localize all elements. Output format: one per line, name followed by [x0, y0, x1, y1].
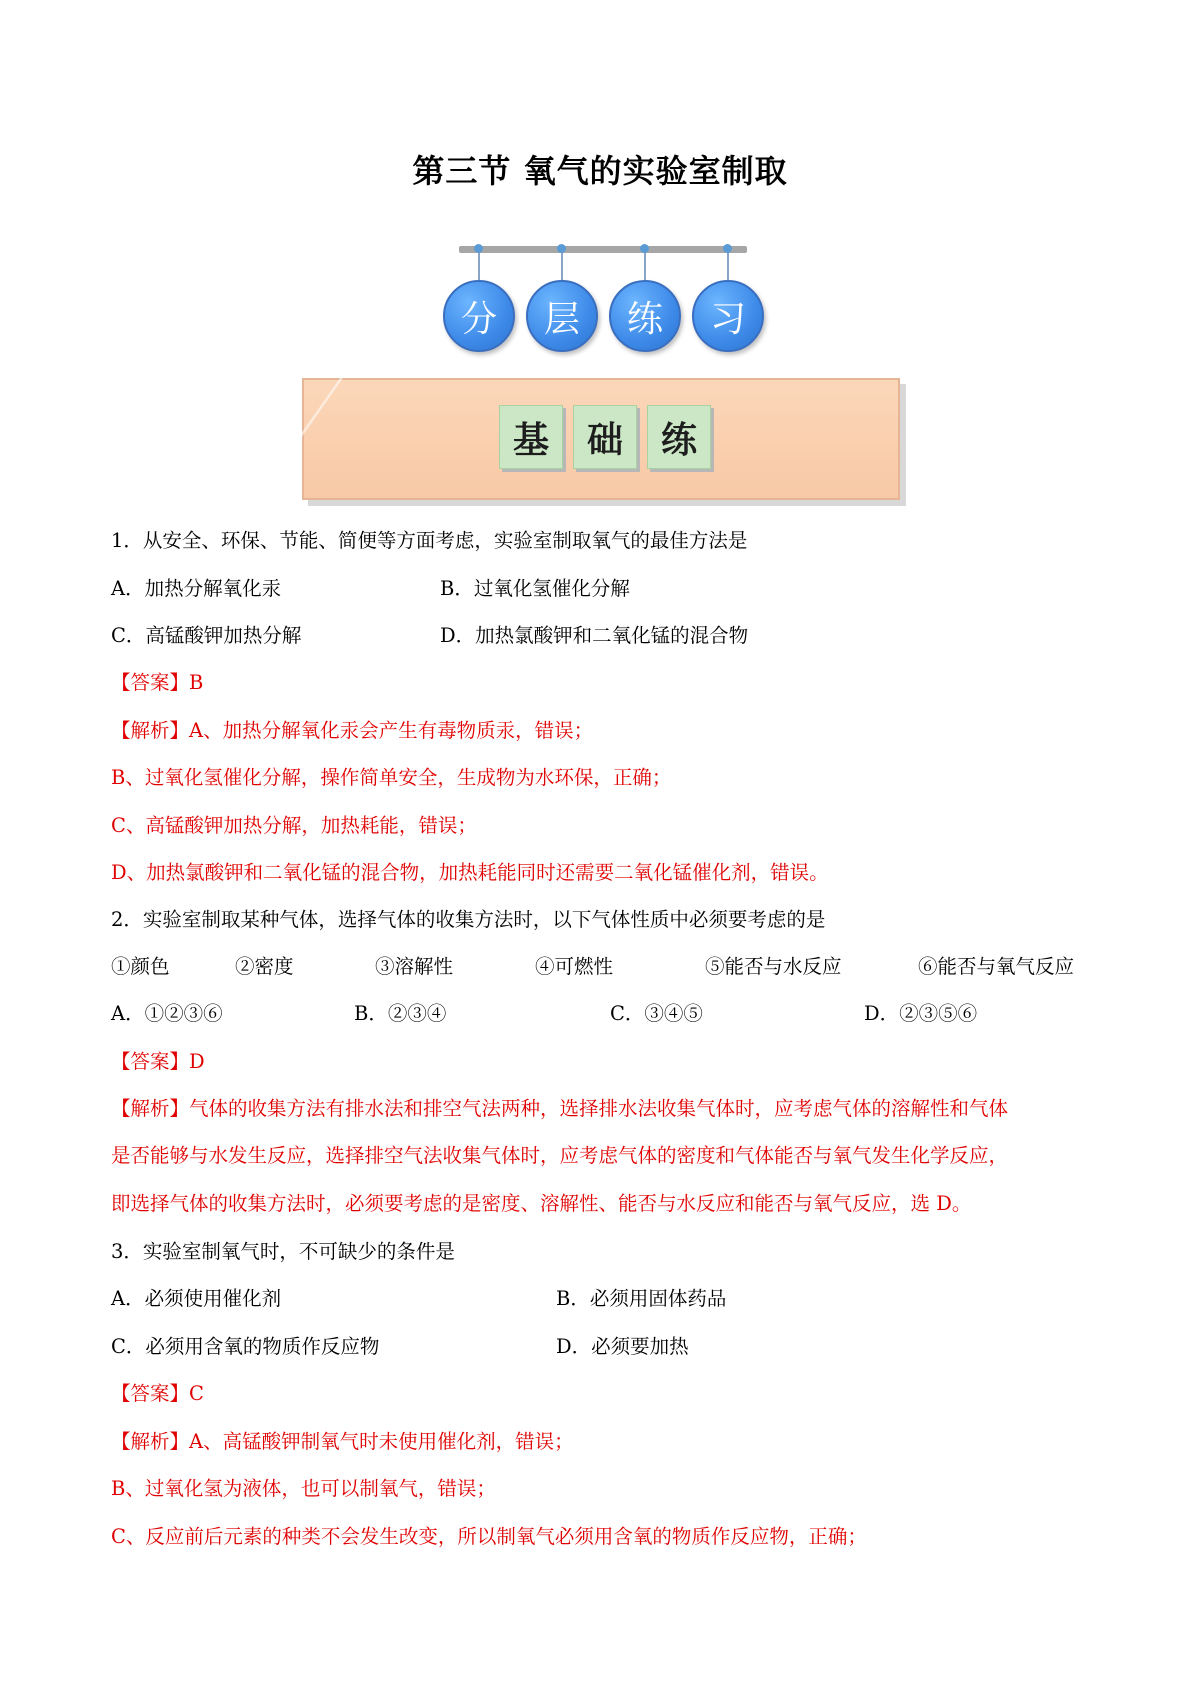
- q2-property: ③溶解性: [375, 955, 454, 978]
- q1-option-c: C．高锰酸钾加热分解: [111, 624, 302, 647]
- q3-option-a: A．必须使用催化剂: [111, 1287, 282, 1310]
- q3-option-b: B．必须用固体药品: [556, 1287, 727, 1310]
- q3-stem: 3．实验室制氧气时，不可缺少的条件是: [111, 1240, 455, 1263]
- q3-option-d: D．必须要加热: [556, 1335, 689, 1358]
- q2-answer: 【答案】D: [111, 1050, 205, 1073]
- q3-analysis-line: B、过氧化氢为液体，也可以制氧气，错误；: [111, 1477, 496, 1500]
- q2-analysis-line: 即选择气体的收集方法时，必须要考虑的是密度、溶解性、能否与水反应和能否与氧气反应，选 D。: [111, 1192, 972, 1215]
- q3-analysis-line: C、反应前后元素的种类不会发生改变，所以制氧气必须用含氧的物质作反应物，正确；: [111, 1525, 867, 1548]
- section-banner: [302, 378, 900, 500]
- q2-stem: 2．实验室制取某种气体，选择气体的收集方法时，以下气体性质中必须要考虑的是: [111, 908, 826, 931]
- badge-bar: [459, 246, 747, 253]
- badge-ball: 练: [609, 280, 681, 352]
- q1-analysis-line: D、加热氯酸钾和二氧化锰的混合物，加热耗能同时还需要二氧化锰催化剂，错误。: [111, 861, 829, 884]
- q1-option-a: A．加热分解氧化汞: [111, 577, 282, 600]
- q2-option-c: C．③④⑤: [610, 1002, 703, 1025]
- q1-analysis-line: B、过氧化氢催化分解，操作简单安全，生成物为水环保，正确；: [111, 766, 672, 789]
- q3-option-c: C．必须用含氧的物质作反应物: [111, 1335, 380, 1358]
- q2-analysis-line: 【解析】气体的收集方法有排水法和排空气法两种，选择排水法收集气体时，应考虑气体的溶解性和气体: [111, 1097, 1009, 1120]
- q1-analysis-line: 【解析】A、加热分解氧化汞会产生有毒物质汞，错误；: [111, 719, 594, 742]
- q2-property: ⑤能否与水反应: [705, 955, 842, 978]
- q2-property: ④可燃性: [535, 955, 614, 978]
- section-tile: 练: [647, 405, 711, 469]
- badge-ball: 习: [692, 280, 764, 352]
- page-title: 第三节 氧气的实验室制取: [412, 152, 788, 190]
- q1-option-b: B．过氧化氢催化分解: [440, 577, 630, 600]
- badge-ball: 层: [526, 280, 598, 352]
- q2-analysis-line: 是否能够与水发生反应，选择排空气法收集气体时，应考虑气体的密度和气体能否与氧气发生化学反应，: [111, 1144, 1009, 1167]
- q2-option-b: B．②③④: [354, 1002, 447, 1025]
- q2-property: ⑥能否与氧气反应: [918, 955, 1075, 978]
- q1-analysis-line: C、高锰酸钾加热分解，加热耗能，错误；: [111, 814, 477, 837]
- q1-answer: 【答案】B: [111, 671, 204, 694]
- badge-ball: 分: [443, 280, 515, 352]
- q1-option-d: D．加热氯酸钾和二氧化锰的混合物: [440, 624, 749, 647]
- section-tile: 础: [573, 405, 637, 469]
- q2-option-d: D．②③⑤⑥: [864, 1002, 978, 1025]
- section-title: [499, 405, 711, 469]
- q3-analysis-line: 【解析】A、高锰酸钾制氧气时未使用催化剂，错误；: [111, 1430, 574, 1453]
- section-tile: 基: [499, 405, 563, 469]
- q2-property: ②密度: [235, 955, 294, 978]
- q3-answer: 【答案】C: [111, 1382, 204, 1405]
- q2-option-a: A．①②③⑥: [111, 1002, 223, 1025]
- q1-stem: 1．从安全、环保、节能、简便等方面考虑，实验室制取氧气的最佳方法是: [111, 529, 748, 552]
- q2-property: ①颜色: [111, 955, 170, 978]
